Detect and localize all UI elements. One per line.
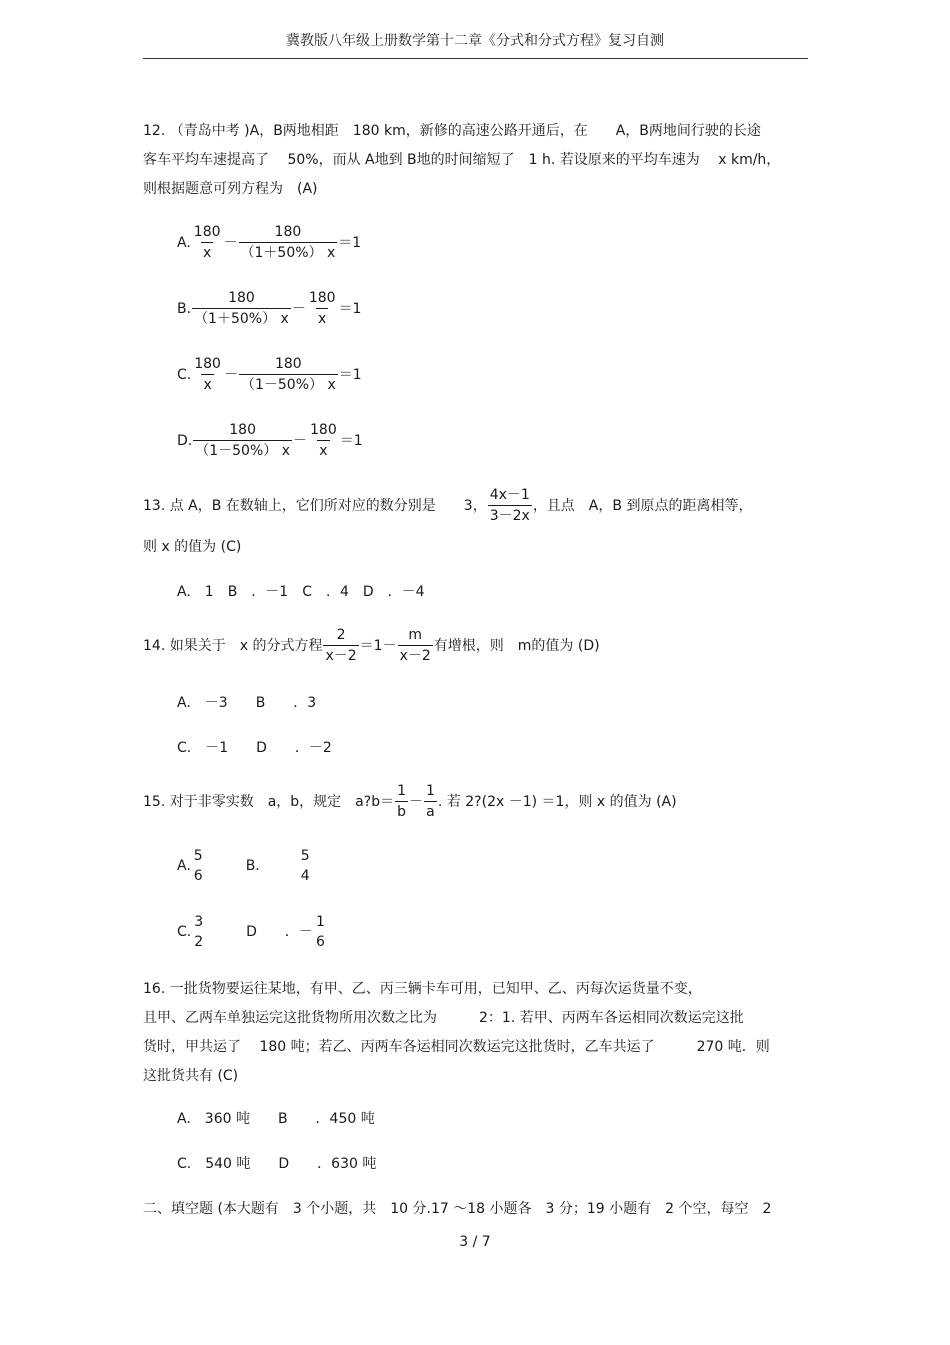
fraction: $\frac{1}{a}$ — [426, 783, 435, 820]
q16-line-2: 且甲、乙两车单独运完这批货物所用次数之比为 2：1. 若甲、丙两车各运相同次数运完这批 — [143, 1010, 744, 1026]
q14-options-row-2: C. －1 D ．－2 — [177, 740, 332, 756]
fraction: $\frac{4x-1}{3-2x}$ — [489, 487, 530, 524]
option-label: C. — [177, 924, 192, 940]
fraction: $\frac{180}{(1-50\%) x}$ — [240, 356, 336, 393]
equals: ＝1 — [339, 432, 363, 449]
fraction: $\frac{180}{x}$ — [194, 356, 221, 393]
q13-text-pre: 13. 点 A，B 在数轴上，它们所对应的数分别是 3， — [143, 497, 487, 514]
q15-options-row-2 — [177, 914, 328, 950]
equals: ＝1 — [338, 300, 362, 317]
fraction: $\frac{180}{(1-50\%) x}$ — [195, 422, 290, 459]
q15-text-pre: 15. 对于非零实数 a，b，规定 a?b＝ — [143, 793, 395, 810]
q12-option-d — [177, 422, 363, 459]
q15-options-row-1 — [177, 848, 313, 884]
q13-line-1 — [143, 487, 752, 524]
operator: － — [291, 300, 306, 317]
fraction: $\frac{180}{x}$ — [308, 290, 336, 327]
option-label: D. — [177, 432, 193, 449]
q12-option-b — [177, 290, 361, 327]
q14-text-pre: 14. 如果关于 x 的分式方程 — [143, 637, 323, 654]
fraction: $\frac{180}{x}$ — [193, 224, 221, 261]
q16-options-row-1: A. 360 吨 B ．450 吨 — [177, 1111, 375, 1127]
q14-options-row-1: A. －3 B ．3 — [177, 695, 317, 711]
option-label: A. — [177, 234, 191, 251]
fraction: $\frac{1}{b}$ — [397, 783, 406, 820]
page-number: 3 / 7 — [459, 1234, 491, 1250]
fraction: $\frac{m}{x-2}$ — [399, 627, 431, 664]
option-label: B. — [177, 300, 192, 317]
equals: ＝1 — [338, 234, 362, 251]
q12-line-3: 则根据题意可列方程为 (A) — [143, 181, 318, 197]
q13-options: A. 1 B ．－1 C ．4 D ．－4 — [177, 584, 425, 600]
option-label: D ．－ — [246, 924, 313, 940]
q15-text-post: . 若 2?(2x －1) ＝1，则 x 的值为 (A) — [437, 793, 677, 810]
section-2-heading: 二、填空题 (本大题有 3 个小题，共 10 分.17 ～18 小题各 3 分；19 小题有 2 个空，每空 2 — [143, 1201, 772, 1217]
page-header: 冀教版八年级上册数学第十二章《分式和分式方程》复习自测 — [286, 33, 664, 49]
fraction: 5 4 — [300, 848, 310, 884]
q12-line-1: 12. （青岛中考 )A，B两地相距 180 km，新修的高速公路开通后，在 A，B两地间行驶的长途 — [143, 123, 761, 139]
operator: － — [293, 432, 307, 449]
q16-line-1: 16. 一批货物要运往某地，有甲、乙、丙三辆卡车可用，已知甲、乙、丙每次运货量不变， — [143, 981, 702, 997]
fraction: 3 2 — [194, 914, 204, 950]
fraction: 5 6 — [193, 848, 203, 884]
header-divider — [143, 58, 808, 59]
q13-line-2: 则 x 的值为 (C) — [143, 539, 242, 555]
q16-line-3: 货时，甲共运了 180 吨；若乙、丙两车各运相同次数运完这批货时，乙车共运了 270 吨．则 — [143, 1039, 770, 1055]
q12-option-a — [177, 224, 361, 261]
option-label: A. — [177, 858, 191, 874]
q12-line-2: 客车平均车速提高了 50%，而从 A地到 B地的时间缩短了 1 h. 若设原来的平均车速为 x km/h， — [143, 152, 781, 168]
option-label: C. — [177, 366, 192, 383]
q14-text-mid: ＝1－ — [359, 637, 397, 654]
q14-text-post: 有增根，则 m的值为 (D) — [433, 637, 600, 654]
fraction: $\frac{180}{x}$ — [310, 422, 337, 459]
option-label: B. — [245, 858, 260, 874]
q16-options-row-2: C. 540 吨 D ．630 吨 — [177, 1156, 377, 1172]
q14-line-1 — [143, 627, 600, 664]
fraction: $\frac{180}{(1+50\%) x}$ — [240, 224, 336, 261]
q16-line-4: 这批货共有 (C) — [143, 1068, 239, 1084]
q12-option-c — [177, 356, 362, 393]
fraction: $\frac{180}{(1+50\%) x}$ — [194, 290, 289, 327]
q15-line-1 — [143, 783, 677, 820]
fraction: $\frac{2}{x-2}$ — [325, 627, 357, 664]
operator: － — [223, 234, 238, 251]
operator: － — [223, 366, 238, 383]
q13-text-post: ，且点 A，B 到原点的距离相等， — [532, 497, 753, 514]
fraction: 1 6 — [315, 914, 325, 950]
q15-minus: － — [409, 793, 423, 810]
equals: ＝1 — [338, 366, 362, 383]
